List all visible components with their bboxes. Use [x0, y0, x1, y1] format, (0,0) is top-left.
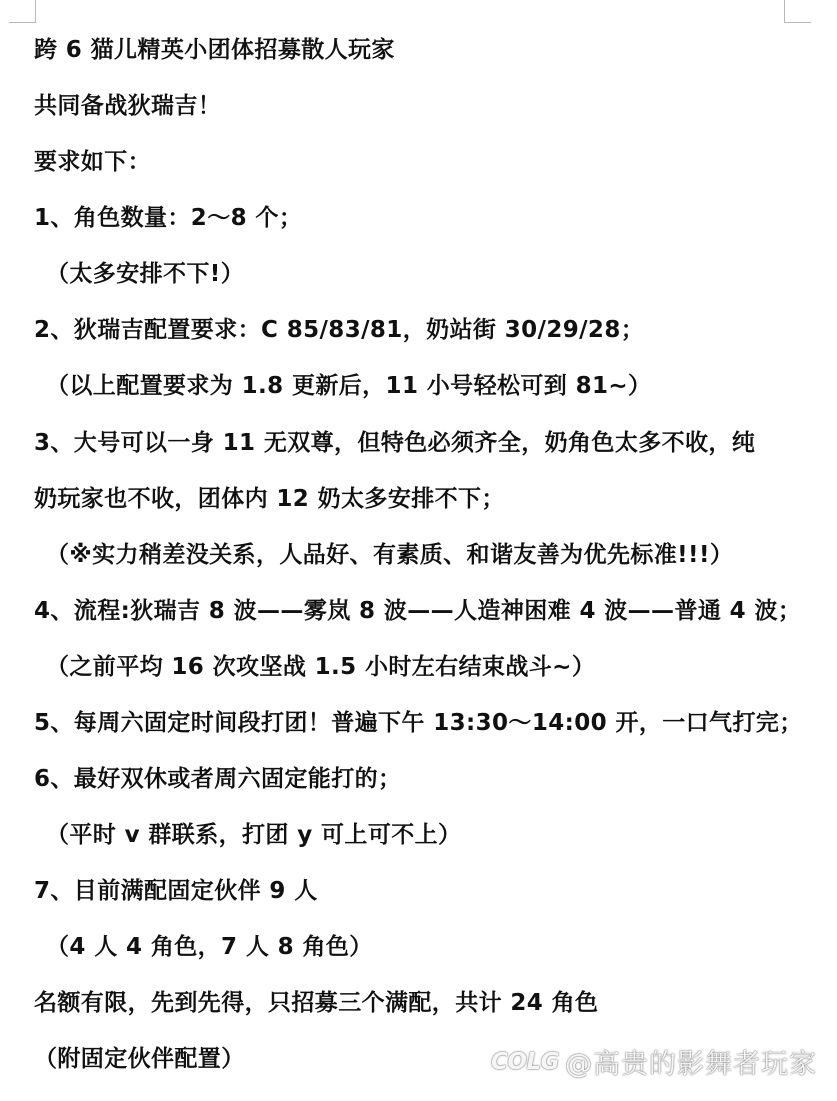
document-line: 7、目前满配固定伙伴 9 人 [34, 878, 318, 904]
watermark [491, 1042, 817, 1081]
document-line: （太多安排不下!） [46, 261, 245, 287]
document-line: 奶玩家也不收，团体内 12 奶太多安排不下； [34, 486, 505, 512]
colg-logo: COLG [491, 1048, 559, 1075]
watermark-handle: @高贵的影舞者玩家 [565, 1049, 817, 1080]
document-line: （※实力稍差没关系，人品好、有素质、和谐友善为优先标准!!!） [46, 542, 734, 568]
document-line: 1、角色数量：2～8 个； [34, 205, 303, 231]
document-line: 4、流程:狄瑞吉 8 波——雾岚 8 波——人造神困难 4 波——普通 4 波； [34, 598, 802, 624]
document-line: 要求如下： [34, 149, 151, 175]
document-line: （之前平均 16 次攻坚战 1.5 小时左右结束战斗~） [46, 654, 596, 680]
document-line: 跨 6 猫儿精英小团体招募散人玩家 [34, 37, 395, 63]
document-line: （附固定伙伴配置） [34, 1046, 245, 1072]
document-line: 名额有限，先到先得，只招募三个满配，共计 24 角色 [34, 990, 599, 1016]
document-line: 5、每周六固定时间段打团！普遍下午 13:30～14:00 开，一口气打完； [34, 710, 803, 736]
document-line: 共同备战狄瑞吉！ [34, 93, 222, 119]
document-line: （平时 v 群联系，打团 y 可上可不上） [46, 822, 462, 848]
document-line: 3、大号可以一身 11 无双尊，但特色必须齐全，奶角色太多不收，纯 [34, 430, 756, 456]
document-line: 6、最好双休或者周六固定能打的； [34, 766, 402, 792]
document-line: （以上配置要求为 1.8 更新后，11 小号轻松可到 81~） [46, 373, 652, 399]
document-line: （4 人 4 角色，7 人 8 角色） [46, 934, 373, 960]
document-line: 2、狄瑞吉配置要求：C 85/83/81，奶站街 30/29/28； [34, 317, 645, 343]
